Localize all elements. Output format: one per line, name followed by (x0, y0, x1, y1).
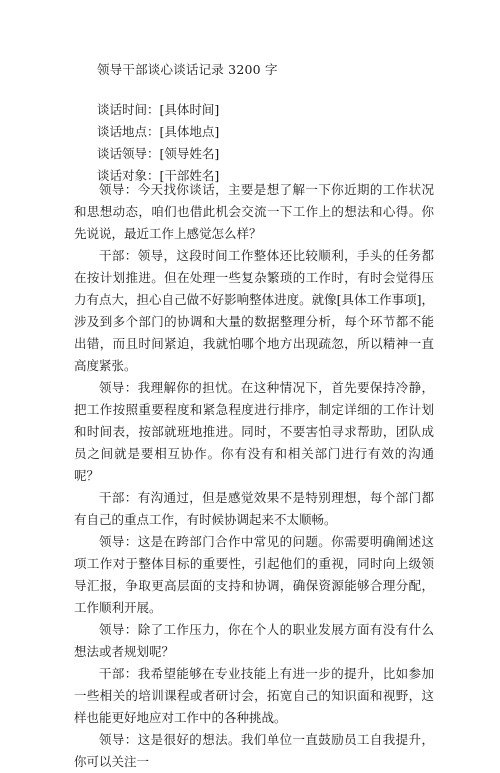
meeting-time: 谈话时间：[具体时间] (97, 102, 220, 117)
dialogue-paragraph: 领导：我理解你的担忧。在这种情况下，首先要保持冷静，把工作按照重要程度和紧急程度进行排序，制定详细的工作计划和时间表，按部就班地推进。同时，不要害怕寻求帮助，团队成员之间就是要相互协作。你有没有和相关部门进行有效的沟通呢？ (74, 380, 434, 483)
dialogue-paragraph: 领导：这是很好的想法。我们单位一直鼓励员工自我提升，你可以关注一 (74, 732, 434, 769)
dialogue-paragraph: 干部：我希望能够在专业技能上有进一步的提升，比如参加一些相关的培训课程或者研讨会，拓宽自己的知识面和视野，这样也能更好地应对工作中的各种挑战。 (74, 666, 434, 725)
meeting-subject: 谈话对象：[干部姓名] (97, 168, 220, 183)
dialogue-paragraph: 领导：除了工作压力，你在个人的职业发展方面有没有什么想法或者规划呢？ (74, 622, 434, 659)
dialogue-paragraph: 领导：今天找你谈话，主要是想了解一下你近期的工作状况和思想动态，咱们也借此机会交流一下工作上的想法和心得。你先说说，最近工作上感觉怎么样？ (74, 182, 434, 241)
meeting-info (97, 99, 219, 187)
dialogue-paragraph: 干部：领导，这段时间工作整体还比较顺利，手头的任务都在按计划推进。但在处理一些复杂繁琐的工作时，有时会觉得压力有点大，担心自己做不好影响整体进度。就像[具体工作事项]，涉及到多个部门的协调和大量的数据整理分析，每个环节都不能出错，而且时间紧迫，我就怕哪个地方出现疏忽，所以精神一直高度紧张。 (74, 248, 434, 373)
conversation-body (74, 179, 434, 773)
document-title: 领导干部谈心谈话记录 3200 字 (97, 62, 278, 77)
dialogue-paragraph: 干部：有沟通过，但是感觉效果不是特别理想，每个部门都有自己的重点工作，有时候协调起来不太顺畅。 (74, 490, 434, 527)
meeting-location: 谈话地点：[具体地点] (97, 124, 220, 139)
dialogue-paragraph: 领导：这是在跨部门合作中常见的问题。你需要明确阐述这项工作对于整体目标的重要性，引起他们的重视，同时向上级领导汇报，争取更高层面的支持和协调，确保资源能够合理分配，工作顺利开展。 (74, 534, 434, 615)
meeting-leader: 谈话领导：[领导姓名] (97, 146, 220, 161)
